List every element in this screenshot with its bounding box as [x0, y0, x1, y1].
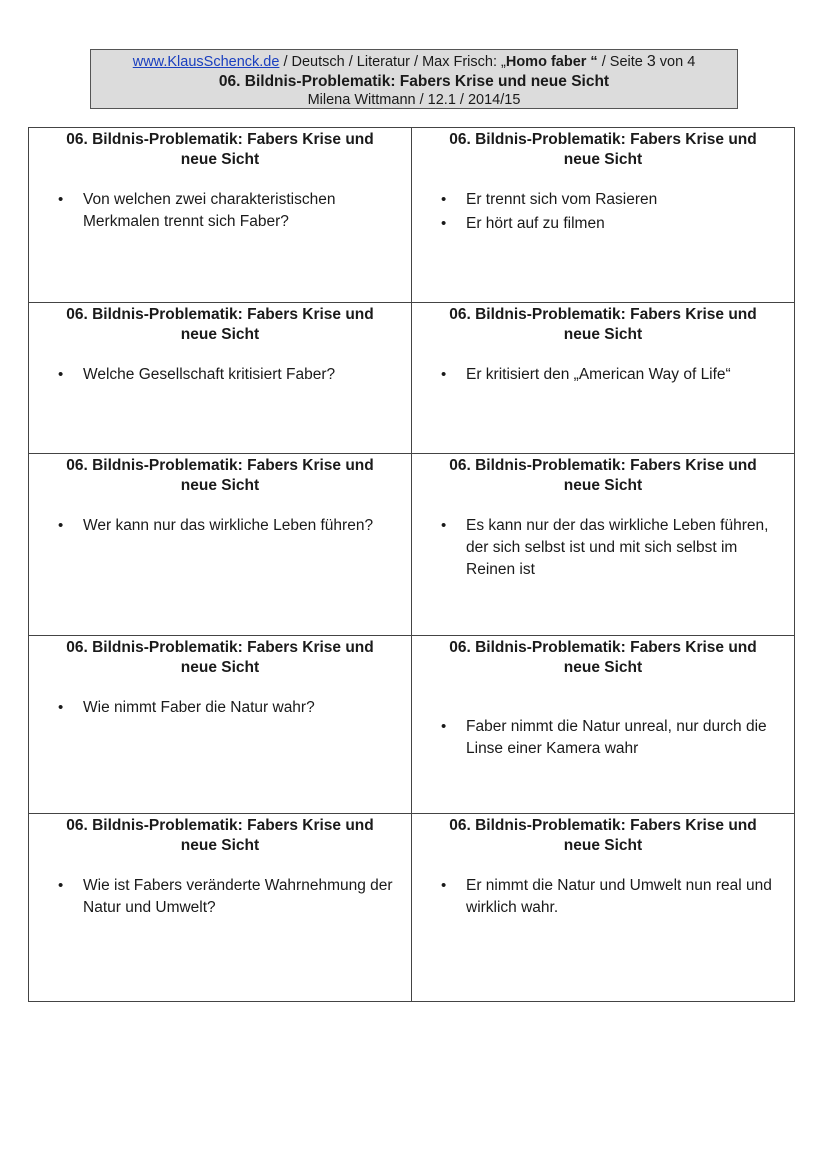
- card-row: [29, 128, 795, 303]
- site-link[interactable]: www.KlausSchenck.de: [132, 54, 280, 70]
- answer-card: [412, 636, 795, 814]
- question-card: [29, 303, 412, 454]
- answer-card: [412, 814, 795, 1002]
- question-text: • Wie nimmt Faber die Natur wahr?: [41, 697, 399, 719]
- question-text: • Von welchen zwei charakteristischen Merkmalen trennt sich Faber?: [41, 189, 399, 233]
- answer-text: • Er hört auf zu filmen: [424, 213, 782, 235]
- card-title: 06. Bildnis-Problematik: Fabers Krise und neue Sicht: [449, 817, 757, 854]
- question-card: [29, 454, 412, 636]
- header-breadcrumb: [91, 52, 737, 72]
- question-card: [29, 636, 412, 814]
- header-path: / Deutsch / Literatur / Max Frisch: „: [279, 54, 506, 70]
- book-title: Homo faber “: [505, 54, 598, 70]
- page-label: / Seite: [597, 54, 647, 70]
- question-text: • Wie ist Fabers veränderte Wahrnehmung der Natur und Umwelt?: [41, 875, 399, 919]
- card-title: 06. Bildnis-Problematik: Fabers Krise und neue Sicht: [66, 131, 374, 168]
- header-subtitle: 06. Bildnis-Problematik: Fabers Krise und neue Sicht: [218, 73, 610, 90]
- card-title: 06. Bildnis-Problematik: Fabers Krise und neue Sicht: [449, 131, 757, 168]
- answer-text: • Er trennt sich vom Rasieren: [424, 189, 782, 211]
- answer-text: • Er nimmt die Natur und Umwelt nun real und wirklich wahr.: [424, 875, 782, 919]
- answer-text: • Er kritisiert den „American Way of Life“: [424, 364, 782, 386]
- card-row: [29, 303, 795, 454]
- question-text: • Wer kann nur das wirkliche Leben führen?: [41, 515, 399, 537]
- answer-card: [412, 128, 795, 303]
- question-card: [29, 814, 412, 1002]
- header-author: Milena Wittmann / 12.1 / 2014/15: [307, 92, 521, 108]
- card-title: 06. Bildnis-Problematik: Fabers Krise und neue Sicht: [449, 306, 757, 343]
- card-title: 06. Bildnis-Problematik: Fabers Krise und neue Sicht: [66, 639, 374, 676]
- card-title: 06. Bildnis-Problematik: Fabers Krise und neue Sicht: [66, 457, 374, 494]
- page-of: von 4: [655, 54, 696, 70]
- page-number: 3: [646, 53, 656, 70]
- answer-text: • Faber nimmt die Natur unreal, nur durch die Linse einer Kamera wahr: [424, 716, 782, 760]
- card-title: 06. Bildnis-Problematik: Fabers Krise und neue Sicht: [449, 457, 757, 494]
- question-text: • Welche Gesellschaft kritisiert Faber?: [41, 364, 399, 386]
- answer-card: [412, 454, 795, 636]
- answer-text: • Es kann nur der das wirkliche Leben führen, der sich selbst ist und mit sich selbst im Reinen ist: [424, 515, 782, 581]
- card-title: 06. Bildnis-Problematik: Fabers Krise und neue Sicht: [449, 639, 757, 676]
- flashcard-grid: [28, 127, 795, 1002]
- card-row: [29, 454, 795, 636]
- card-row: [29, 814, 795, 1002]
- question-card: [29, 128, 412, 303]
- page-header: [90, 49, 738, 109]
- card-row: [29, 636, 795, 814]
- card-title: 06. Bildnis-Problematik: Fabers Krise und neue Sicht: [66, 306, 374, 343]
- answer-card: [412, 303, 795, 454]
- card-title: 06. Bildnis-Problematik: Fabers Krise und neue Sicht: [66, 817, 374, 854]
